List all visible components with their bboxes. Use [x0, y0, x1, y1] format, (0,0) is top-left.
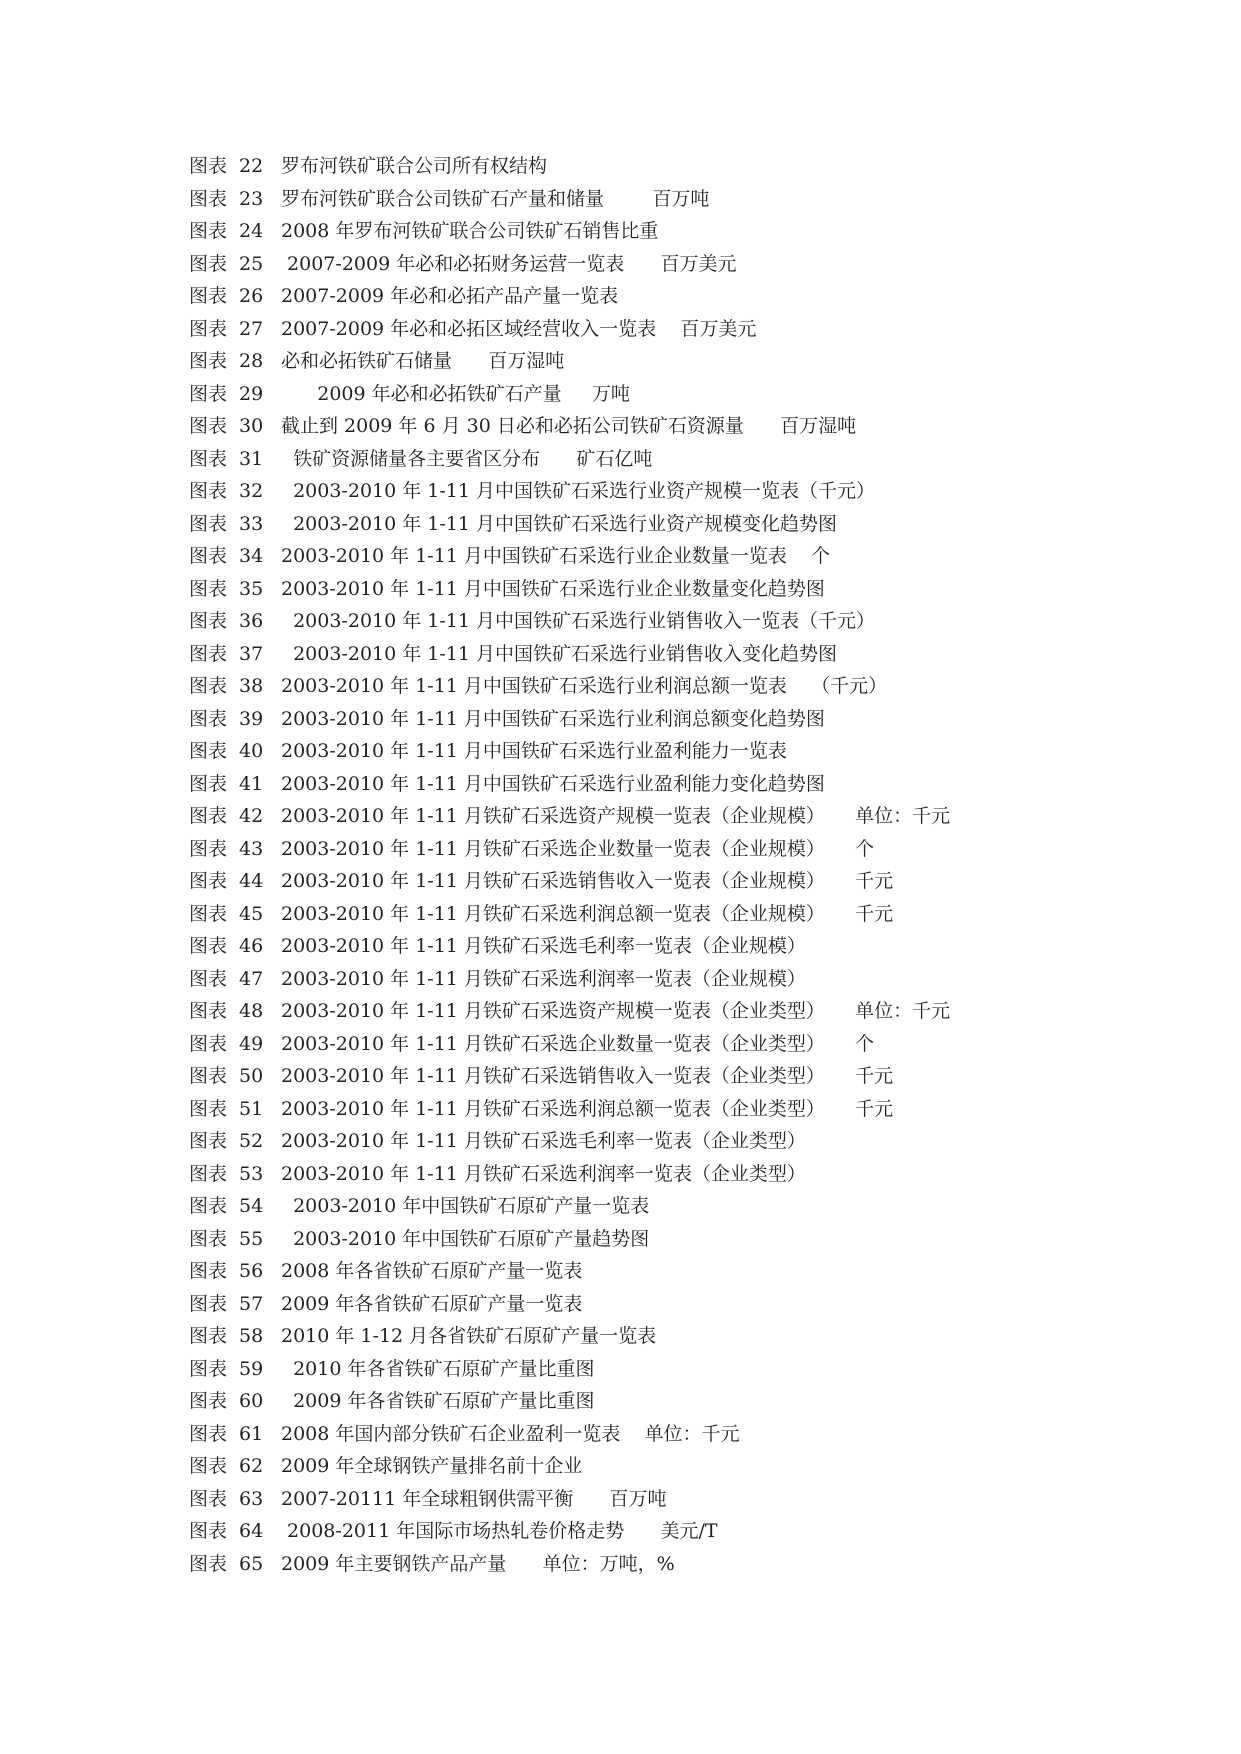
figure-number: 46 [239, 935, 264, 957]
figure-prefix: 图表 [189, 1130, 228, 1152]
figure-title: 2003-2010 年 1-11 月中国铁矿石采选行业企业数量一览表 个 [281, 545, 831, 567]
list-item [189, 1450, 950, 1483]
list-item [189, 345, 950, 378]
figure-prefix: 图表 [189, 1032, 228, 1055]
list-item [189, 670, 950, 703]
figure-prefix: 图表 [189, 1097, 228, 1120]
figure-prefix: 图表 [189, 252, 228, 275]
figure-title: 2008 年国内部分铁矿石企业盈利一览表 单位：千元 [281, 1422, 740, 1445]
figure-title: 2007-2009 年必和必拓产品产量一览表 [281, 285, 619, 307]
list-item [189, 1028, 950, 1061]
figure-title: 2003-2010 年 1-11 月铁矿石采选利润总额一览表（企业规模） 千元 [281, 902, 894, 925]
figure-prefix: 图表 [189, 1000, 228, 1022]
figure-prefix: 图表 [189, 1487, 228, 1510]
figure-title: 2009 年各省铁矿石原矿产量一览表 [281, 1292, 583, 1315]
figure-title: 2003-2010 年 1-11 月中国铁矿石采选行业资产规模变化趋势图 [281, 512, 838, 535]
figure-title: 2007-20111 年全球粗钢供需平衡 百万吨 [281, 1487, 667, 1510]
list-item [189, 930, 950, 963]
figure-title: 2003-2010 年 1-11 月铁矿石采选利润率一览表（企业规模） [281, 967, 806, 990]
list-item [189, 605, 950, 638]
figure-title: 2003-2010 年 1-11 月铁矿石采选销售收入一览表（企业规模） 千元 [281, 870, 894, 892]
figure-prefix: 图表 [189, 1260, 228, 1282]
figure-number: 34 [239, 545, 264, 567]
figure-number: 65 [239, 1552, 264, 1575]
figure-prefix: 图表 [189, 902, 228, 925]
figure-number: 45 [239, 902, 264, 925]
figure-title: 2009 年主要钢铁产品产量 单位：万吨，% [281, 1552, 675, 1575]
list-item [189, 215, 950, 248]
figure-prefix: 图表 [189, 415, 228, 437]
figure-title: 2003-2010 年中国铁矿石原矿产量一览表 [281, 1195, 650, 1217]
figure-title: 2003-2010 年 1-11 月铁矿石采选毛利率一览表（企业类型） [281, 1130, 806, 1152]
figure-prefix: 图表 [189, 512, 228, 535]
list-item [189, 865, 950, 898]
figure-prefix: 图表 [189, 317, 228, 340]
figure-prefix: 图表 [189, 1325, 228, 1347]
figure-title: 2003-2010 年 1-11 月中国铁矿石采选行业利润总额变化趋势图 [281, 707, 825, 730]
figure-title: 2003-2010 年 1-11 月铁矿石采选利润总额一览表（企业类型） 千元 [281, 1097, 894, 1120]
figure-number: 31 [239, 447, 264, 470]
list-item [189, 540, 950, 573]
list-item [189, 443, 950, 476]
figure-number: 53 [239, 1162, 264, 1185]
figure-prefix: 图表 [189, 1227, 228, 1250]
figure-prefix: 图表 [189, 545, 228, 567]
figure-number: 59 [239, 1357, 264, 1380]
figure-title: 2009 年全球钢铁产量排名前十企业 [281, 1455, 583, 1477]
figure-prefix: 图表 [189, 382, 228, 405]
figure-number: 54 [239, 1195, 264, 1217]
list-item [189, 638, 950, 671]
figure-number: 26 [239, 285, 264, 307]
figure-title: 2008 年各省铁矿石原矿产量一览表 [281, 1260, 583, 1282]
list-item [189, 833, 950, 866]
figure-number: 48 [239, 1000, 264, 1022]
figure-prefix: 图表 [189, 642, 228, 665]
figure-title: 2003-2010 年 1-11 月铁矿石采选利润率一览表（企业类型） [281, 1162, 806, 1185]
figure-number: 24 [239, 220, 264, 242]
list-item [189, 248, 950, 281]
list-item [189, 735, 950, 768]
figure-title: 2003-2010 年 1-11 月铁矿石采选资产规模一览表（企业规模） 单位：千元 [281, 805, 951, 827]
list-item [189, 1548, 950, 1581]
figure-title: 2010 年各省铁矿石原矿产量比重图 [281, 1357, 595, 1380]
list-item [189, 1288, 950, 1321]
figure-title: 2003-2010 年 1-11 月中国铁矿石采选行业企业数量变化趋势图 [281, 577, 825, 600]
figure-title: 罗布河铁矿联合公司所有权结构 [281, 155, 548, 177]
figure-title: 2007-2009 年必和必拓财务运营一览表 百万美元 [281, 252, 737, 275]
figure-prefix: 图表 [189, 577, 228, 600]
figure-title: 截止到 2009 年 6 月 30 日必和必拓公司铁矿石资源量 百万湿吨 [281, 415, 857, 437]
list-item [189, 1320, 950, 1353]
figure-title: 2009 年各省铁矿石原矿产量比重图 [281, 1390, 595, 1412]
figure-prefix: 图表 [189, 610, 228, 632]
figure-number: 63 [239, 1487, 264, 1510]
figure-prefix: 图表 [189, 1552, 228, 1575]
figure-number: 30 [239, 415, 264, 437]
figure-prefix: 图表 [189, 740, 228, 762]
figure-number: 22 [239, 155, 264, 177]
figure-number: 23 [239, 187, 264, 210]
figure-prefix: 图表 [189, 707, 228, 730]
figure-number: 39 [239, 707, 264, 730]
figure-prefix: 图表 [189, 1195, 228, 1217]
figure-prefix: 图表 [189, 220, 228, 242]
list-item [189, 475, 950, 508]
figure-prefix: 图表 [189, 350, 228, 372]
list-item [189, 800, 950, 833]
list-item [189, 963, 950, 996]
figure-number: 32 [239, 480, 264, 502]
list-item [189, 1125, 950, 1158]
figure-number: 47 [239, 967, 264, 990]
figure-list [189, 150, 950, 1580]
figure-title: 2009 年必和必拓铁矿石产量 万吨 [281, 382, 630, 405]
list-item [189, 1060, 950, 1093]
list-item [189, 280, 950, 313]
figure-number: 49 [239, 1032, 264, 1055]
figure-prefix: 图表 [189, 447, 228, 470]
figure-number: 42 [239, 805, 264, 827]
figure-title: 2003-2010 年 1-11 月铁矿石采选企业数量一览表（企业类型） 个 [281, 1032, 875, 1055]
figure-number: 64 [239, 1520, 264, 1542]
list-item [189, 1093, 950, 1126]
list-item [189, 1223, 950, 1256]
figure-number: 50 [239, 1065, 264, 1087]
figure-title: 铁矿资源储量各主要省区分布 矿石亿吨 [281, 447, 653, 470]
figure-title: 必和必拓铁矿石储量 百万湿吨 [281, 350, 565, 372]
list-item [189, 150, 950, 183]
list-item [189, 1483, 950, 1516]
list-item [189, 1255, 950, 1288]
figure-number: 55 [239, 1227, 264, 1250]
figure-number: 40 [239, 740, 264, 762]
figure-prefix: 图表 [189, 1162, 228, 1185]
figure-number: 33 [239, 512, 264, 535]
figure-prefix: 图表 [189, 1520, 228, 1542]
list-item [189, 1353, 950, 1386]
figure-title: 2003-2010 年 1-11 月铁矿石采选销售收入一览表（企业类型） 千元 [281, 1065, 894, 1087]
figure-number: 61 [239, 1422, 264, 1445]
figure-number: 43 [239, 837, 264, 860]
figure-number: 52 [239, 1130, 264, 1152]
figure-prefix: 图表 [189, 1065, 228, 1087]
figure-prefix: 图表 [189, 285, 228, 307]
list-item [189, 313, 950, 346]
figure-number: 41 [239, 772, 264, 795]
list-item [189, 1418, 950, 1451]
figure-prefix: 图表 [189, 187, 228, 210]
figure-number: 37 [239, 642, 264, 665]
figure-number: 38 [239, 675, 264, 697]
figure-title: 2003-2010 年 1-11 月中国铁矿石采选行业资产规模一览表（千元） [281, 480, 876, 502]
figure-title: 2007-2009 年必和必拓区域经营收入一览表 百万美元 [281, 317, 757, 340]
list-item [189, 183, 950, 216]
figure-prefix: 图表 [189, 1357, 228, 1380]
figure-title: 2008 年罗布河铁矿联合公司铁矿石销售比重 [281, 220, 659, 242]
list-item [189, 1190, 950, 1223]
figure-prefix: 图表 [189, 967, 228, 990]
list-item [189, 768, 950, 801]
figure-prefix: 图表 [189, 870, 228, 892]
figure-prefix: 图表 [189, 155, 228, 177]
figure-number: 57 [239, 1292, 264, 1315]
figure-prefix: 图表 [189, 837, 228, 860]
figure-number: 28 [239, 350, 264, 372]
figure-number: 58 [239, 1325, 264, 1347]
figure-title: 2003-2010 年 1-11 月中国铁矿石采选行业销售收入一览表（千元） [281, 610, 876, 632]
figure-prefix: 图表 [189, 480, 228, 502]
list-item [189, 898, 950, 931]
figure-title: 罗布河铁矿联合公司铁矿石产量和储量 百万吨 [281, 187, 710, 210]
figure-prefix: 图表 [189, 1390, 228, 1412]
figure-title: 2003-2010 年 1-11 月铁矿石采选资产规模一览表（企业类型） 单位：千元 [281, 1000, 951, 1022]
list-item [189, 1515, 950, 1548]
figure-title: 2010 年 1-12 月各省铁矿石原矿产量一览表 [281, 1325, 657, 1347]
figure-number: 62 [239, 1455, 264, 1477]
list-item [189, 1158, 950, 1191]
figure-prefix: 图表 [189, 1292, 228, 1315]
list-item [189, 703, 950, 736]
figure-title: 2003-2010 年 1-11 月铁矿石采选企业数量一览表（企业规模） 个 [281, 837, 875, 860]
figure-title: 2003-2010 年 1-11 月中国铁矿石采选行业盈利能力一览表 [281, 740, 787, 762]
figure-prefix: 图表 [189, 1455, 228, 1477]
figure-number: 27 [239, 317, 264, 340]
figure-number: 44 [239, 870, 264, 892]
figure-number: 56 [239, 1260, 264, 1282]
list-item [189, 573, 950, 606]
figure-title: 2003-2010 年 1-11 月中国铁矿石采选行业利润总额一览表 （千元） [281, 675, 888, 697]
figure-prefix: 图表 [189, 805, 228, 827]
figure-prefix: 图表 [189, 935, 228, 957]
figure-prefix: 图表 [189, 1422, 228, 1445]
figure-number: 60 [239, 1390, 264, 1412]
figure-title: 2003-2010 年 1-11 月中国铁矿石采选行业销售收入变化趋势图 [281, 642, 838, 665]
figure-title: 2008-2011 年国际市场热轧卷价格走势 美元/T [281, 1520, 718, 1542]
list-item [189, 995, 950, 1028]
list-item [189, 1385, 950, 1418]
figure-number: 36 [239, 610, 264, 632]
figure-title: 2003-2010 年 1-11 月中国铁矿石采选行业盈利能力变化趋势图 [281, 772, 825, 795]
list-item [189, 410, 950, 443]
list-item [189, 378, 950, 411]
figure-title: 2003-2010 年 1-11 月铁矿石采选毛利率一览表（企业规模） [281, 935, 806, 957]
figure-number: 51 [239, 1097, 264, 1120]
figure-title: 2003-2010 年中国铁矿石原矿产量趋势图 [281, 1227, 650, 1250]
figure-prefix: 图表 [189, 675, 228, 697]
figure-prefix: 图表 [189, 772, 228, 795]
figure-number: 25 [239, 252, 264, 275]
list-item [189, 508, 950, 541]
figure-number: 29 [239, 382, 264, 405]
figure-number: 35 [239, 577, 264, 600]
